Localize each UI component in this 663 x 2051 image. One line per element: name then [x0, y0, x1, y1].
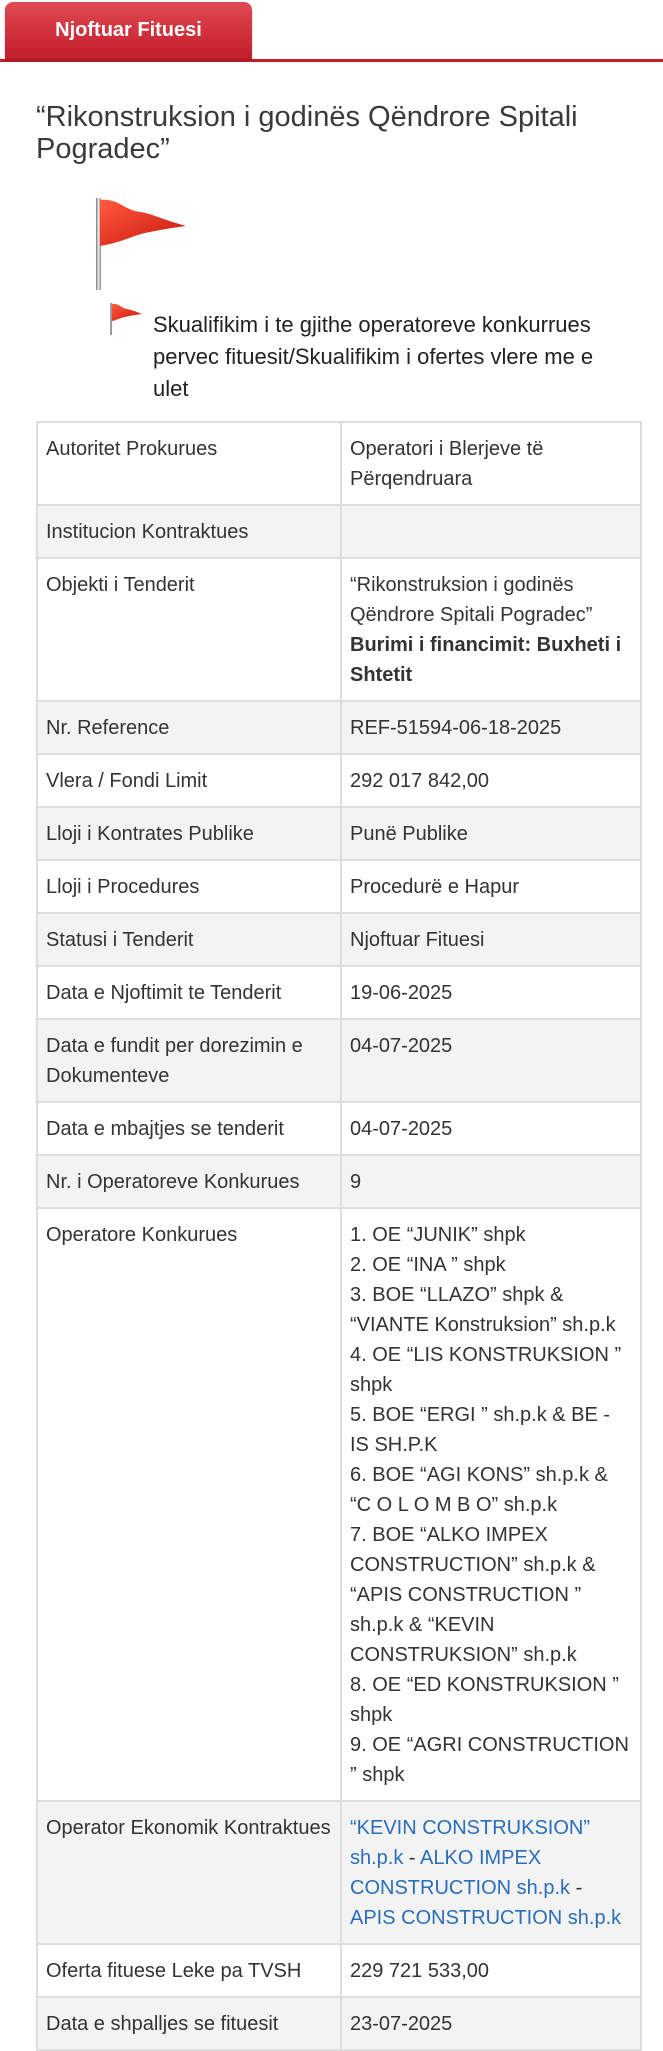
tab-njoftuar-fituesi[interactable]: Njoftuar Fituesi: [5, 2, 252, 59]
page-title: “Rikonstruksion i godinës Qëndrore Spitali Pogradec”: [36, 101, 578, 165]
table-row: [37, 807, 641, 860]
row-value: Njoftuar Fituesi: [341, 913, 641, 966]
row-value: REF-51594-06-18-2025: [341, 701, 641, 754]
row-label: Data e shpalljes se fituesit: [37, 1997, 341, 2050]
row-label: Data e mbajtjes se tenderit: [37, 1102, 341, 1155]
table-row: [37, 1102, 641, 1155]
table-row: [37, 860, 641, 913]
funding-source: Burimi i financimit: Buxheti i Shtetit: [350, 634, 622, 686]
row-value: Operatori i Blerjeve të Përqendruara: [341, 422, 641, 505]
competing-operators-list: [341, 1208, 641, 1801]
row-label: Objekti i Tenderit: [37, 558, 341, 701]
table-row: [37, 1155, 641, 1208]
row-label: Data e Njoftimit te Tenderit: [37, 966, 341, 1019]
disqualification-note: Skualifikim i te gjithe operatoreve konkurrues pervec fituesit/Skualifikim i ofertes vlere me e ulet: [153, 312, 594, 401]
small-red-flag-icon: [109, 302, 143, 336]
contractor-link-kevin[interactable]: “KEVIN CONSTRUKSION” sh.p.k: [350, 1817, 591, 1869]
tender-object: “Rikonstruksion i godinës Qëndrore Spitali Pogradec”: [350, 574, 593, 626]
tender-details-table: [36, 421, 642, 2051]
row-value: 292 017 842,00: [341, 754, 641, 807]
row-label: Nr. Reference: [37, 701, 341, 754]
table-row: [37, 558, 641, 701]
row-label: Autoritet Prokurues: [37, 422, 341, 505]
row-label: Nr. i Operatoreve Konkurues: [37, 1155, 341, 1208]
row-label: Institucion Kontraktues: [37, 505, 341, 558]
separator: -: [403, 1847, 421, 1869]
row-label: Operatore Konkurues: [37, 1208, 341, 1801]
list-item: 4. OE “LIS KONSTRUKSION ” shpk: [350, 1344, 622, 1396]
row-value: 19-06-2025: [341, 966, 641, 1019]
tab-bar: [0, 0, 663, 62]
table-row: [37, 754, 641, 807]
row-value: [341, 505, 641, 558]
row-label: Lloji i Procedures: [37, 860, 341, 913]
list-item: 5. BOE “ERGI ” sh.p.k & BE - IS SH.P.K: [350, 1404, 611, 1456]
row-label: Lloji i Kontrates Publike: [37, 807, 341, 860]
row-value: 23-07-2025: [341, 1997, 641, 2050]
list-item: 7. BOE “ALKO IMPEX CONSTRUCTION” sh.p.k & “APIS CONSTRUCTION ” sh.p.k & “KEVIN CONSTRUKSION” sh.p.k: [350, 1524, 596, 1666]
list-item: 6. BOE “AGI KONS” sh.p.k & “C O L O M B O” sh.p.k: [350, 1464, 608, 1516]
table-row: [37, 1208, 641, 1801]
row-value: 9: [341, 1155, 641, 1208]
table-row: [37, 1801, 641, 1944]
list-item: 9. OE “AGRI CONSTRUCTION ” shpk: [350, 1734, 629, 1786]
row-label: Data e fundit per dorezimin e Dokumenteve: [37, 1019, 341, 1102]
contractor-link-apis[interactable]: APIS CONSTRUCTION sh.p.k: [350, 1907, 622, 1929]
table-row: [37, 966, 641, 1019]
table-row: [37, 505, 641, 558]
list-item: 3. BOE “LLAZO” shpk & “VIANTE Konstruksion” sh.p.k: [350, 1284, 616, 1336]
table-row: [37, 1997, 641, 2050]
table-row: [37, 913, 641, 966]
contractor-link-alko[interactable]: ALKO IMPEX CONSTRUCTION sh.p.k: [350, 1847, 571, 1899]
row-value: 229 721 533,00: [341, 1944, 641, 1997]
row-value: Punë Publike: [341, 807, 641, 860]
row-label: Operator Ekonomik Kontraktues: [37, 1801, 341, 1944]
row-label: Oferta fituese Leke pa TVSH: [37, 1944, 341, 1997]
row-label: Statusi i Tenderit: [37, 913, 341, 966]
row-value: [341, 558, 641, 701]
red-flag-icon: [94, 196, 190, 292]
table-row: [37, 1944, 641, 1997]
row-value: Procedurë e Hapur: [341, 860, 641, 913]
row-label: Vlera / Fondi Limit: [37, 754, 341, 807]
separator: -: [570, 1877, 583, 1899]
row-value: 04-07-2025: [341, 1019, 641, 1102]
table-row: [37, 422, 641, 505]
row-value: 04-07-2025: [341, 1102, 641, 1155]
row-value: [341, 1801, 641, 1944]
table-row: [37, 1019, 641, 1102]
list-item: 8. OE “ED KONSTRUKSION ” shpk: [350, 1674, 619, 1726]
list-item: 1. OE “JUNIK” shpk: [350, 1224, 526, 1246]
list-item: 2. OE “INA ” shpk: [350, 1254, 506, 1276]
table-row: [37, 701, 641, 754]
